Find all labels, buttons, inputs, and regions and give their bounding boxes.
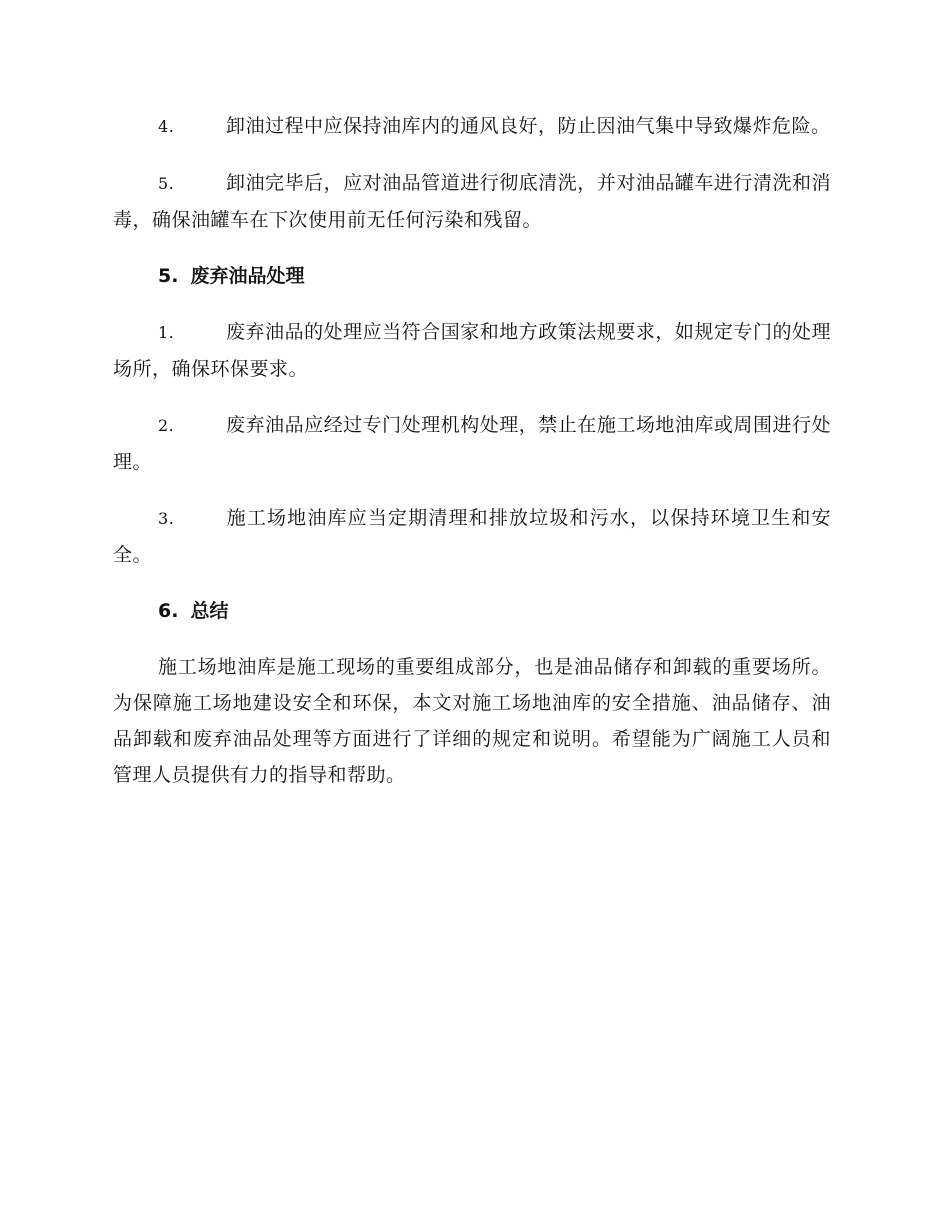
list-item bbox=[113, 500, 831, 573]
list-item-number: 3. bbox=[158, 509, 175, 528]
summary-paragraph: 施工场地油库是施工现场的重要组成部分，也是油品储存和卸载的重要场所。为保障施工场地建设安全和环保，本文对施工场地油库的安全措施、油品储存、油品卸载和废弃油品处理等方面进行了详细的规定和说明。希望能为广阔施工人员和管理人员提供有力的指导和帮助。 bbox=[113, 656, 831, 786]
list-item-number: 2. bbox=[158, 416, 175, 435]
section-heading-summary bbox=[158, 593, 831, 629]
section-number: 6. bbox=[158, 600, 179, 622]
document-body bbox=[113, 108, 831, 793]
list-item bbox=[113, 165, 831, 238]
list-item bbox=[113, 407, 831, 480]
list-item bbox=[113, 314, 831, 387]
section-number: 5. bbox=[158, 265, 179, 287]
list-item-text: 卸油完毕后，应对油品管道进行彻底清洗，并对油品罐车进行清洗和消毒，确保油罐车在下次使用前无任何污染和残留。 bbox=[113, 172, 831, 231]
list-item-number: 4. bbox=[158, 117, 175, 136]
list-item-text: 卸油过程中应保持油库内的通风良好，防止因油气集中导致爆炸危险。 bbox=[226, 115, 831, 137]
list-item-text: 施工场地油库应当定期清理和排放垃圾和污水，以保持环境卫生和安全。 bbox=[113, 507, 831, 566]
list-item-number: 5. bbox=[158, 174, 175, 193]
list-item-text: 废弃油品的处理应当符合国家和地方政策法规要求，如规定专门的处理场所，确保环保要求。 bbox=[113, 321, 831, 380]
section-title: 废弃油品处理 bbox=[190, 265, 305, 287]
list-item-text: 废弃油品应经过专门处理机构处理，禁止在施工场地油库或周围进行处理。 bbox=[113, 414, 831, 473]
section-heading-waste-oil bbox=[158, 258, 831, 294]
list-item bbox=[113, 108, 831, 145]
list-item-number: 1. bbox=[158, 323, 175, 342]
section-title: 总结 bbox=[190, 600, 229, 622]
